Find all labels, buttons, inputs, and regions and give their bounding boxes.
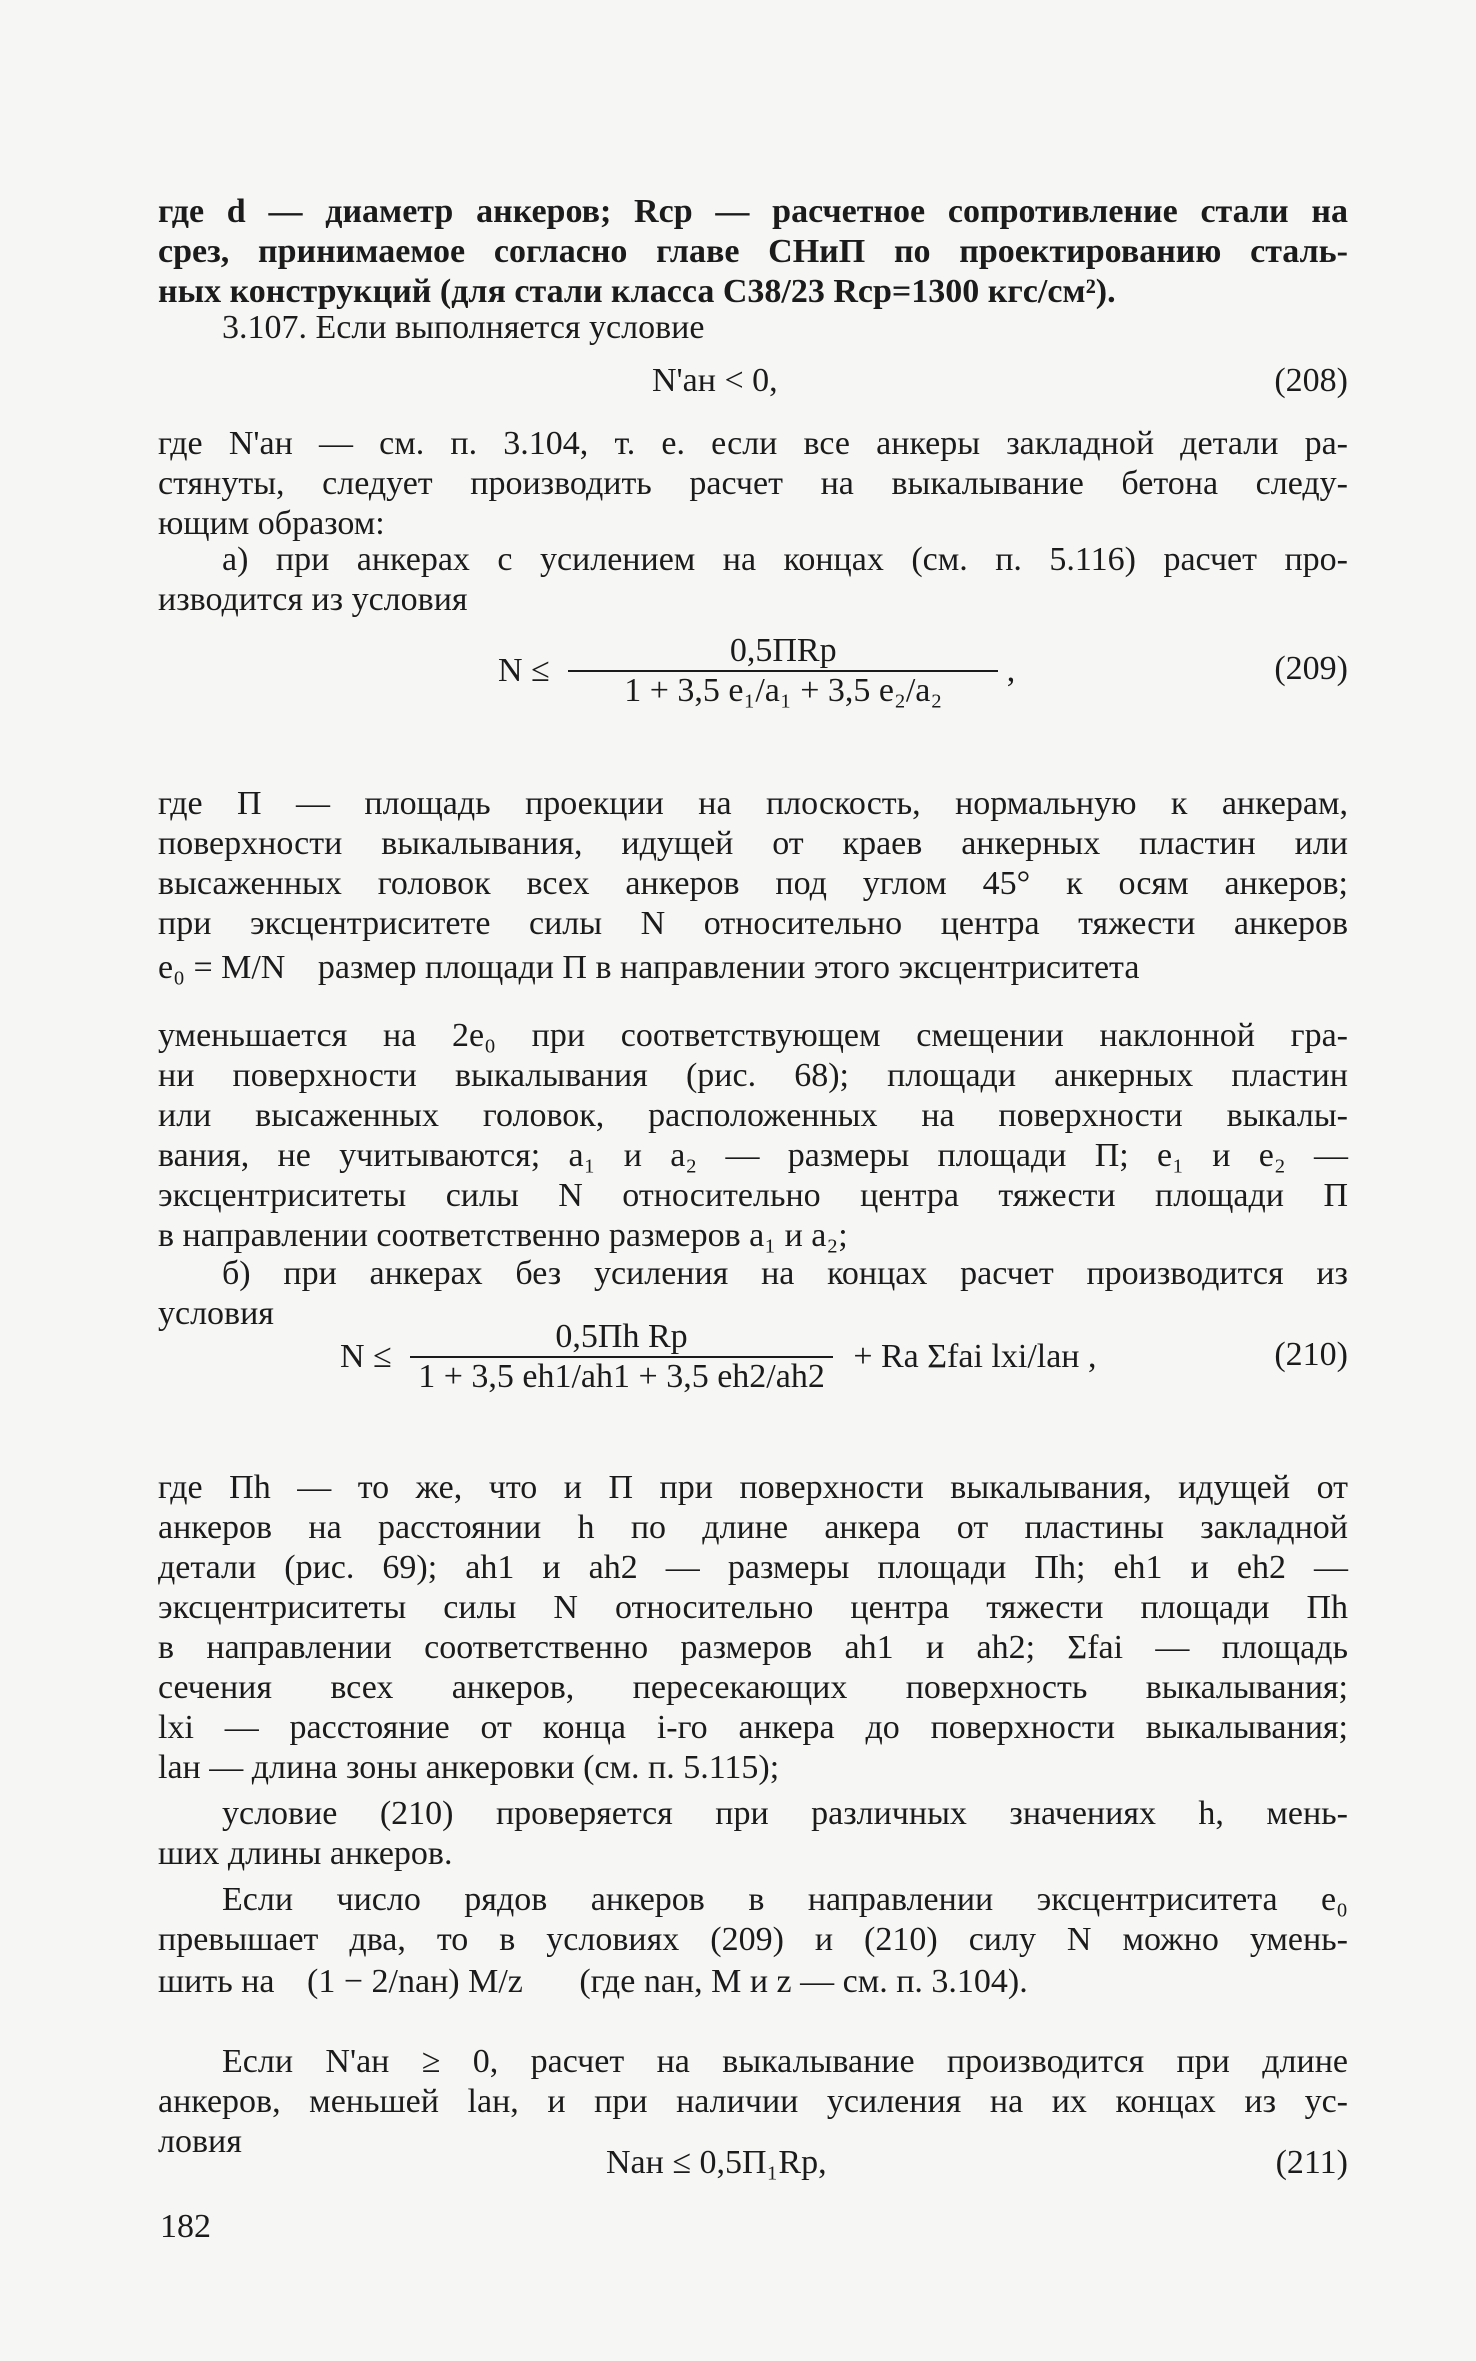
formula-209-fraction <box>568 632 998 710</box>
text-line: условия <box>158 1295 274 1332</box>
text-line: 3.107. Если выполняется условие <box>222 309 705 346</box>
text-line: ющим образом: <box>158 505 385 542</box>
paragraph-condition-explanation <box>158 424 1348 544</box>
text-line: уменьшается на 2e₀ при соответствующем смещении наклонной гра- <box>158 1017 1348 1054</box>
formula-208: N'ан < 0, <box>652 362 778 399</box>
formula-reduction: (1 − 2/nан) M/z <box>307 1963 523 2000</box>
paragraph-area-reduction <box>158 1016 1348 1256</box>
text-line: lан — длина зоны анкеровки (см. п. 5.115); <box>158 1749 780 1786</box>
text-line: где N'ан — см. п. 3.104, т. е. если все анкеры закладной детали ра- <box>158 425 1348 462</box>
text-line: ловия <box>158 2123 242 2160</box>
formula-211: Nан ≤ 0,5П₁Rр, <box>606 2144 827 2181</box>
text-line: или высаженных головок, расположенных на поверхности выкалы- <box>158 1097 1348 1134</box>
text-line: эксцентриситеты силы N относительно центра тяжести площади Пh <box>158 1589 1348 1626</box>
text-line: lxi — расстояние от конца i-го анкера до поверхности выкалывания; <box>158 1709 1348 1746</box>
text-line: сечения всех анкеров, пересекающих поверхность выкалывания; <box>158 1669 1348 1706</box>
text-line: превышает два, то в условиях (209) и (210) силу N можно умень- <box>158 1921 1348 1958</box>
text-line: ных конструкций (для стали класса С38/23 Rср=1300 кгс/см²). <box>158 273 1116 310</box>
text-line: анкеров на расстоянии h по длине анкера от пластины закладной <box>158 1509 1348 1546</box>
text-line: где d — диаметр анкеров; Rср — расчетное сопротивление стали на <box>158 193 1348 230</box>
formula-210-fraction <box>410 1318 833 1396</box>
section-3-107-heading <box>158 308 1348 348</box>
text-line: при эксцентриситете силы N относительно центра тяжести анкеров <box>158 905 1348 942</box>
text-line: в направлении соответственно размеров a₁ и a₂; <box>158 1217 848 1254</box>
text-line: срез, принимаемое согласно главе СНиП по проектированию сталь- <box>158 233 1348 270</box>
text-line: поверхности выкалывания, идущей от краев анкерных пластин или <box>158 825 1348 862</box>
reduction-line <box>158 1962 1348 2002</box>
text-line: размер площади П в направлении этого эксцентриситета <box>317 949 1140 986</box>
text-line: б) при анкерах без усиления на концах расчет производится из <box>222 1255 1348 1292</box>
text-line: Если число рядов анкеров в направлении эксцентриситета e₀ <box>222 1881 1348 1918</box>
formula-209: N ≤ $\frac{\text{0,5ПRр}}{\text{1 + 3,5 e₁/a₁ + 3,5 e₂/a₂}}$ , <box>498 632 1016 709</box>
page-number: 182 <box>160 2208 211 2245</box>
text-line: эксцентриситеты силы N относительно центра тяжести площади П <box>158 1177 1348 1214</box>
text-line: (где nан, M и z — см. п. 3.104). <box>579 1963 1028 2000</box>
formula-211-number: (211) <box>1275 2144 1348 2181</box>
formula-210-left: N ≤ <box>340 1338 392 1375</box>
paragraph-rows-count <box>158 1880 1348 1960</box>
text-line: где П — площадь проекции на плоскость, нормальную к анкерам, <box>158 785 1348 822</box>
paragraph-item-a <box>158 540 1348 620</box>
text-line: вания, не учитываются; a₁ и a₂ — размеры площади П; e₁ и e₂ — <box>158 1137 1348 1174</box>
formula-209-numerator: 0,5ПRр <box>729 632 837 669</box>
formula-208-number: (208) <box>1274 362 1348 399</box>
formula-e0: e₀ = M/N <box>158 949 286 986</box>
paragraph-area-definition <box>158 784 1348 944</box>
text-line: анкеров, меньшей lан, и при наличии усиления на их концах из ус- <box>158 2083 1348 2120</box>
text-line: условие (210) проверяется при различных значениях h, мень- <box>222 1795 1348 1832</box>
formula-210-numerator: 0,5Пh Rр <box>555 1318 688 1355</box>
formula-209-denominator: 1 + 3,5 e₁/a₁ + 3,5 e₂/a₂ <box>568 670 998 710</box>
text-line: детали (рис. 69); ah1 и ah2 — размеры площади Пh; eh1 и eh2 — <box>158 1549 1348 1586</box>
text-line: где Пh — то же, что и П при поверхности выкалывания, идущей от <box>158 1469 1348 1506</box>
text-line: ни поверхности выкалывания (рис. 68); площади анкерных пластин <box>158 1057 1348 1094</box>
formula-209-left: N ≤ <box>498 652 550 689</box>
formula-210-number: (210) <box>1274 1336 1348 1373</box>
eccentricity-line <box>158 948 1348 988</box>
formula-209-number: (209) <box>1274 650 1348 687</box>
formula-210-tail: + Rа Σfаi lxi/lан , <box>853 1338 1097 1375</box>
text-line: ших длины анкеров. <box>158 1835 453 1872</box>
text-line: а) при анкерах с усилением на концах (см. п. 5.116) расчет про- <box>222 541 1348 578</box>
paragraph-h-definitions <box>158 1468 1348 1788</box>
text-line: стянуты, следует производить расчет на выкалывание бетона следу- <box>158 465 1348 502</box>
text-line: изводится из условия <box>158 581 468 618</box>
text-line: Если N'ан ≥ 0, расчет на выкалывание производится при длине <box>222 2043 1348 2080</box>
text-line: высаженных головок всех анкеров под углом 45° к осям анкеров; <box>158 865 1348 902</box>
formula-210 <box>340 1318 1097 1396</box>
text-line: в направлении соответственно размеров ah1 и ah2; Σfаi — площадь <box>158 1629 1348 1666</box>
paragraph-definitions-d <box>158 192 1348 312</box>
formula-210-denominator: 1 + 3,5 eh1/ah1 + 3,5 eh2/ah2 <box>410 1356 833 1396</box>
text-line: шить на <box>158 1963 275 2000</box>
paragraph-condition-check <box>158 1794 1348 1874</box>
